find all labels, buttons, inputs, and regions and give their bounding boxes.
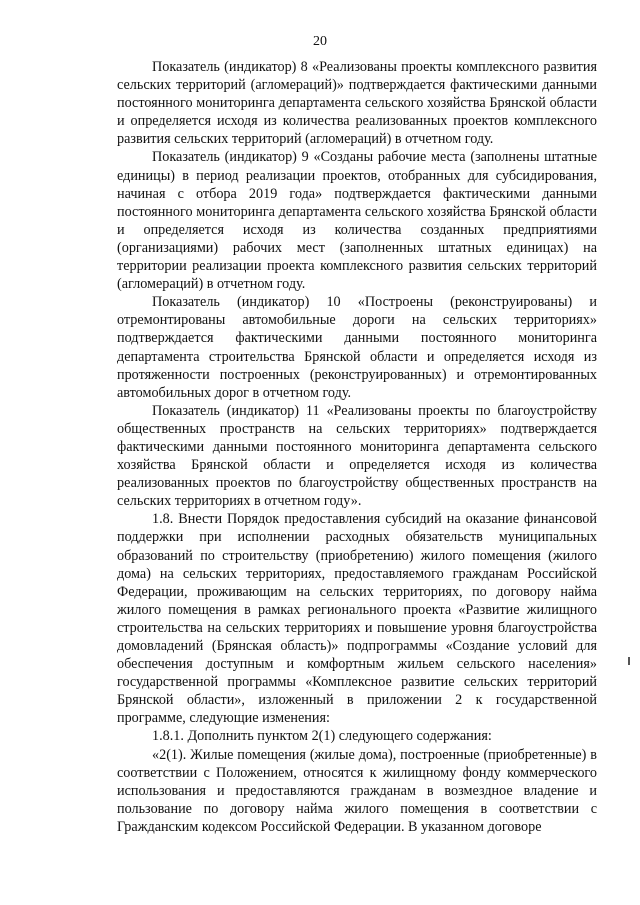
paragraph-clause-2-1: «2(1). Жилые помещения (жилые дома), построенные (приобретенные) в соответствии с Положением, относятся к жилищному фонду коммерческого использования и предоставляются гражданам в возмездное владение и пользование по договору найма жилого помещения в соответствии с Гражданским кодексом Российской Федерации. В указанном договоре — [117, 746, 597, 835]
paragraph-item-1-8-1: 1.8.1. Дополнить пунктом 2(1) следующего содержания: — [152, 728, 492, 745]
paragraph-indicator-8: Показатель (индикатор) 8 «Реализованы проекты комплексного развития сельских территорий (агломераций)» подтверждается фактическими данными постоянного мониторинга департамента сельского хозяйства Брянской области и определяется исходя из количества реализованных проектов комплексного развития сельских территорий (агломераций) в отчетном году. — [117, 59, 597, 148]
scan-mark — [628, 657, 630, 665]
paragraph-indicator-11: Показатель (индикатор) 11 «Реализованы проекты по благоустройству общественных пространств на сельских территориях» подтверждается фактическими данными постоянного мониторинга департамента сельского хозяйства Брянской области и определяется исходя из количества реализованных проектов по благоустройству общественных пространств на сельских территориях в отчетном году». — [117, 402, 597, 510]
paragraph-indicator-9: Показатель (индикатор) 9 «Созданы рабочие места (заполнены штатные единицы) в период реализации проектов, отобранных для субсидирования, начиная с отбора 2019 года» подтверждается фактическими данными постоянного мониторинга департамента сельского хозяйства Брянской области и определяется исходя из количества созданных предприятиями (организациями) рабочих мест (заполненных штатных единицах) на территории реализации проекта комплексного развития сельских территорий (агломераций) в отчетном году. — [117, 149, 597, 293]
body-text — [117, 58, 597, 836]
paragraph-item-1-8: 1.8. Внести Порядок предоставления субсидий на оказание финансовой поддержки при исполнении расходных обязательств муниципальных образований по строительству (приобретению) жилого помещения (жилого дома) на сельских территориях, предоставляемого гражданам Российской Федерации, проживающим на сельских территориях, по договору найма жилого помещения в рамках регионального проекта «Развитие жилищного строительства на сельских территориях и повышение уровня благоустройства домовладений (Брянская область)» подпрограммы «Создание условий для обеспечения доступным и комфортным жильем сельского населения» государственной программы «Комплексное развитие сельских территорий Брянской области», изложенный в приложении 2 к государственной программе, следующие изменения: — [117, 511, 597, 727]
paragraph-indicator-10: Показатель (индикатор) 10 «Построены (реконструированы) и отремонтированы автомобильные дороги на сельских территориях» подтверждается фактическими данными постоянного мониторинга департамента строительства Брянской области и определяется исходя из протяженности построенных (реконструированных) и отремонтированных автомобильных дорог в отчетном году. — [117, 294, 597, 401]
page-number: 20 — [313, 34, 327, 49]
